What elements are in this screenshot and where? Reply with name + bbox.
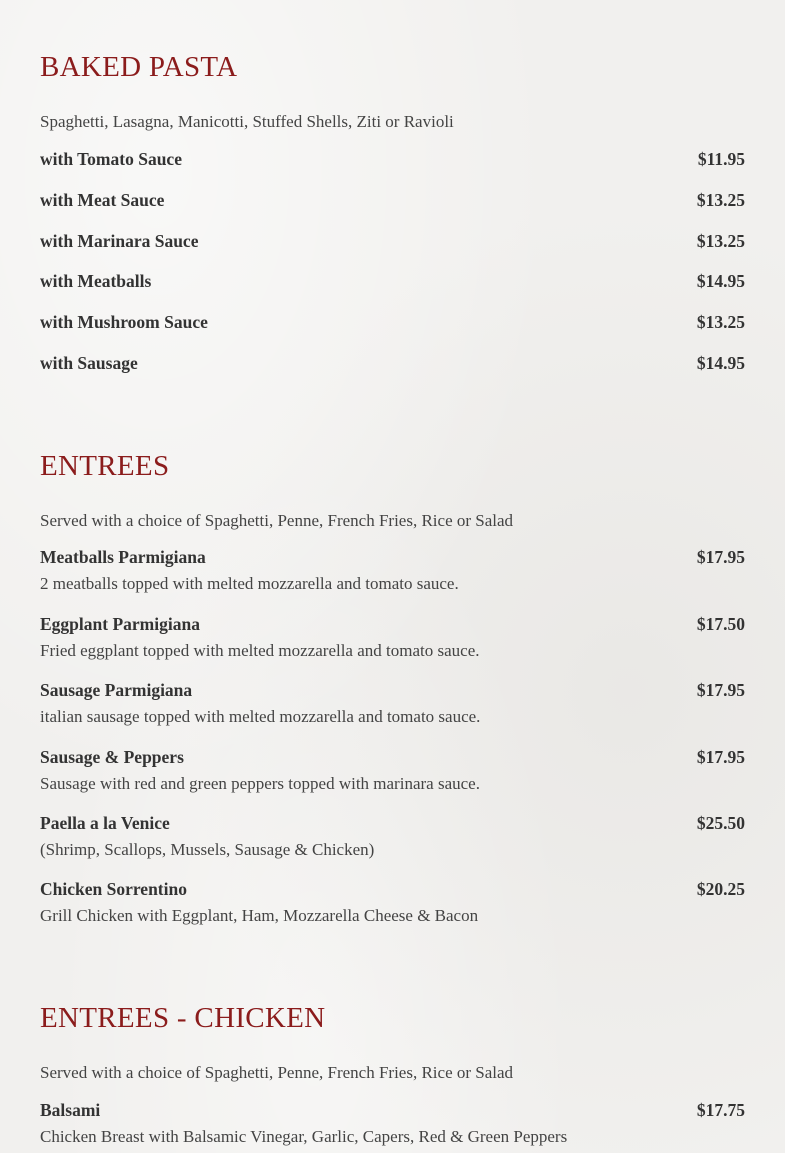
menu-item-meat-sauce bbox=[40, 192, 745, 212]
item-price: $13.25 bbox=[696, 312, 745, 332]
item-price: $25.50 bbox=[696, 813, 745, 833]
item-description: Sausage with red and green peppers topped with marinara sauce. bbox=[40, 774, 480, 793]
menu-item-meatballs bbox=[40, 273, 745, 293]
section-title-entrees-chicken: ENTREES - CHICKEN bbox=[40, 1002, 326, 1034]
item-name: Paella a la Venice bbox=[40, 813, 170, 833]
menu-item-mushroom-sauce bbox=[40, 314, 745, 334]
item-name: with Meat Sauce bbox=[40, 190, 165, 210]
item-description: 2 meatballs topped with melted mozzarella and tomato sauce. bbox=[40, 574, 459, 593]
item-price: $14.95 bbox=[696, 271, 745, 291]
menu-item-sausage-parmigiana bbox=[40, 680, 745, 726]
section-note-baked-pasta: Spaghetti, Lasagna, Manicotti, Stuffed Shells, Ziti or Ravioli bbox=[40, 112, 454, 131]
section-note-entrees-chicken: Served with a choice of Spaghetti, Penne, French Fries, Rice or Salad bbox=[40, 1063, 514, 1082]
item-price: $17.95 bbox=[696, 547, 745, 567]
section-note-entrees: Served with a choice of Spaghetti, Penne, French Fries, Rice or Salad bbox=[40, 511, 514, 530]
item-name: with Tomato Sauce bbox=[40, 149, 182, 169]
item-description: Grill Chicken with Eggplant, Ham, Mozzarella Cheese & Bacon bbox=[40, 906, 479, 925]
item-description: (Shrimp, Scallops, Mussels, Sausage & Chicken) bbox=[40, 840, 375, 859]
item-description: italian sausage topped with melted mozzarella and tomato sauce. bbox=[40, 707, 481, 726]
item-name: Chicken Sorrentino bbox=[40, 879, 187, 899]
menu-item-tomato-sauce bbox=[40, 151, 745, 171]
item-name: Eggplant Parmigiana bbox=[40, 614, 200, 634]
item-price: $17.95 bbox=[696, 747, 745, 767]
menu-item-sausage-peppers bbox=[40, 747, 745, 793]
item-description: Fried eggplant topped with melted mozzarella and tomato sauce. bbox=[40, 641, 480, 660]
item-name: with Sausage bbox=[40, 353, 138, 373]
item-price: $13.25 bbox=[696, 231, 745, 251]
item-name: with Marinara Sauce bbox=[40, 231, 199, 251]
item-price: $17.50 bbox=[696, 614, 745, 634]
menu-item-balsami bbox=[40, 1100, 745, 1146]
menu-item-paella bbox=[40, 813, 745, 859]
item-price: $11.95 bbox=[697, 149, 745, 169]
menu-item-eggplant-parmigiana bbox=[40, 614, 745, 660]
section-title-baked-pasta: BAKED PASTA bbox=[40, 51, 238, 83]
item-description: Chicken Breast with Balsamic Vinegar, Garlic, Capers, Red & Green Peppers bbox=[40, 1127, 568, 1146]
item-price: $14.95 bbox=[696, 353, 745, 373]
section-title-entrees: ENTREES bbox=[40, 450, 170, 482]
menu-item-meatballs-parmigiana bbox=[40, 547, 745, 593]
item-name: Balsami bbox=[40, 1100, 101, 1120]
menu-item-chicken-sorrentino bbox=[40, 879, 745, 925]
item-name: Sausage & Peppers bbox=[40, 747, 184, 767]
menu-item-sausage bbox=[40, 355, 745, 375]
item-price: $13.25 bbox=[696, 190, 745, 210]
item-name: with Mushroom Sauce bbox=[40, 312, 208, 332]
item-name: Sausage Parmigiana bbox=[40, 680, 193, 700]
item-price: $17.95 bbox=[696, 680, 745, 700]
menu-item-marinara-sauce bbox=[40, 233, 745, 253]
item-name: with Meatballs bbox=[40, 271, 152, 291]
item-price: $17.75 bbox=[696, 1100, 745, 1120]
item-price: $20.25 bbox=[696, 879, 745, 899]
item-name: Meatballs Parmigiana bbox=[40, 547, 206, 567]
